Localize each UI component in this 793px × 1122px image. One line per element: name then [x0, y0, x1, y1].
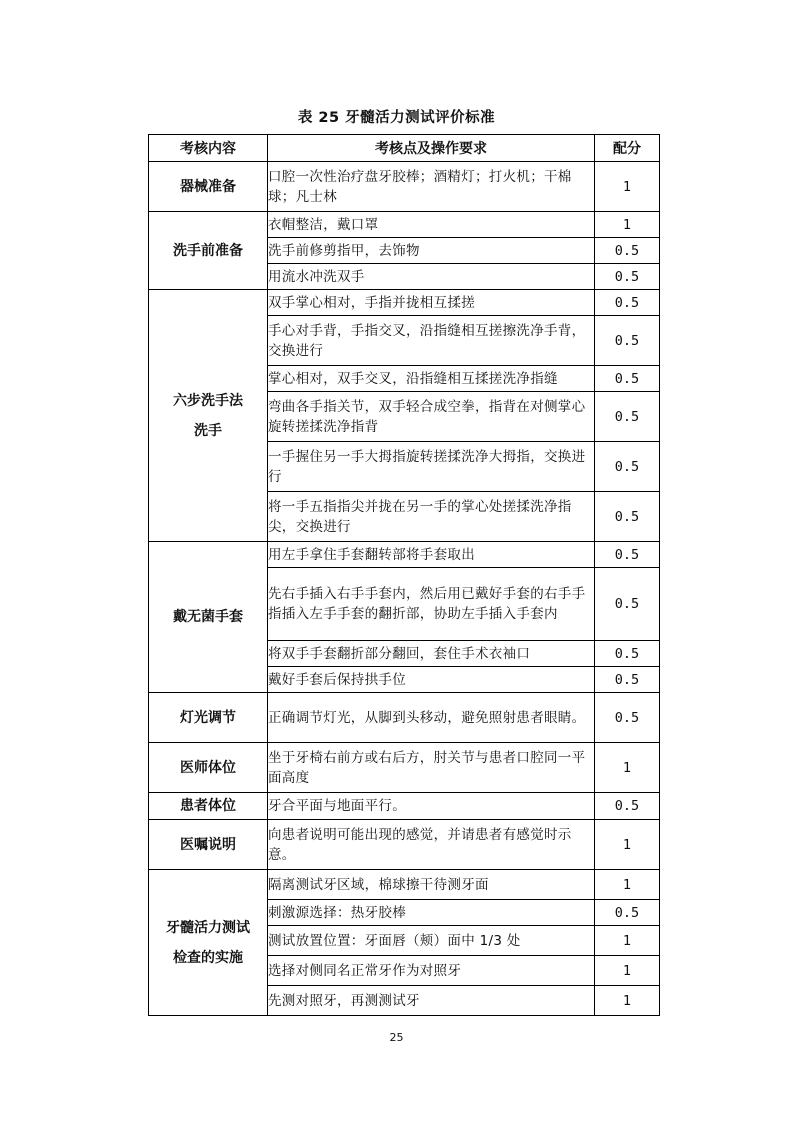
score-cell: 0.5: [595, 793, 660, 820]
requirement-cell: 隔离测试牙区域，棉球擦干待测牙面: [268, 870, 595, 900]
requirement-cell: 弯曲各手指关节，双手轻合成空拳，指背在对侧掌心旋转搓揉洗净指背: [268, 392, 595, 442]
category-label: 医嘱说明: [180, 836, 236, 853]
requirement-cell: 手心对手背，手指交叉，沿指缝相互搓擦洗净手背，交换进行: [268, 316, 595, 366]
score-cell: 0.5: [595, 392, 660, 442]
header-points: 考核点及操作要求: [268, 135, 595, 162]
header-row: [149, 135, 660, 162]
category-cell: [149, 820, 268, 870]
requirement-cell: 戴好手套后保持拱手位: [268, 667, 595, 693]
category-cell: [149, 870, 268, 1016]
score-cell: 0.5: [595, 641, 660, 667]
category-cell: [149, 743, 268, 793]
category-cell: [149, 212, 268, 290]
requirement-cell: 测试放置位置：牙面唇（颊）面中 1/3 处: [268, 926, 595, 956]
score-cell: 1: [595, 926, 660, 956]
table-row: [149, 693, 660, 743]
score-cell: 0.5: [595, 442, 660, 492]
score-cell: 0.5: [595, 238, 660, 264]
category-label: 灯光调节: [180, 709, 236, 726]
table-row: [149, 212, 660, 238]
category-label: 洗手: [194, 422, 222, 439]
requirement-cell: 掌心相对，双手交叉，沿指缝相互揉搓洗净指缝: [268, 366, 595, 392]
table-row: [149, 290, 660, 316]
requirement-cell: 衣帽整洁，戴口罩: [268, 212, 595, 238]
requirement-cell: 一手握住另一手大拇指旋转搓揉洗净大拇指，交换进行: [268, 442, 595, 492]
category-label: 患者体位: [180, 798, 236, 814]
score-cell: 0.5: [595, 900, 660, 926]
evaluation-table: [148, 134, 660, 1016]
score-cell: 0.5: [595, 316, 660, 366]
score-cell: 0.5: [595, 667, 660, 693]
requirement-cell: 选择对侧同名正常牙作为对照牙: [268, 956, 595, 986]
requirement-cell: 坐于牙椅右前方或右后方，肘关节与患者口腔同一平面高度: [268, 743, 595, 793]
requirement-cell: 口腔一次性治疗盘牙胶棒；酒精灯；打火机；干棉球；凡士林: [268, 162, 595, 212]
requirement-cell: 将双手手套翻折部分翻回，套住手术衣袖口: [268, 641, 595, 667]
table-row: [149, 743, 660, 793]
score-cell: 0.5: [595, 693, 660, 743]
score-cell: 1: [595, 956, 660, 986]
table-body: [149, 162, 660, 1016]
category-cell: [149, 693, 268, 743]
requirement-cell: 双手掌心相对，手指并拢相互揉搓: [268, 290, 595, 316]
category-cell: [149, 542, 268, 693]
score-cell: 0.5: [595, 492, 660, 542]
requirement-cell: 刺激源选择：热牙胶棒: [268, 900, 595, 926]
category-label: 牙髓活力测试: [166, 919, 250, 936]
category-label: 器械准备: [180, 178, 236, 195]
category-label: 检查的实施: [173, 949, 243, 966]
requirement-cell: 先测对照牙，再测测试牙: [268, 986, 595, 1016]
requirement-cell: 用左手拿住手套翻转部将手套取出: [268, 542, 595, 568]
score-cell: 0.5: [595, 290, 660, 316]
header-score: 配分: [595, 135, 660, 162]
requirement-cell: 先右手插入右手手套内，然后用已戴好手套的右手手指插入左手手套的翻折部，协助左手插入手套内: [268, 568, 595, 641]
requirement-cell: 正确调节灯光，从脚到头移动，避免照射患者眼睛。: [268, 693, 595, 743]
category-label: 六步洗手法: [173, 392, 243, 409]
table-row: [149, 793, 660, 820]
score-cell: 0.5: [595, 542, 660, 568]
score-cell: 1: [595, 743, 660, 793]
requirement-cell: 将一手五指指尖并拢在另一手的掌心处搓揉洗净指尖，交换进行: [268, 492, 595, 542]
score-cell: 1: [595, 820, 660, 870]
table-row: [149, 870, 660, 900]
requirement-cell: 牙合平面与地面平行。: [268, 793, 595, 820]
requirement-cell: 向患者说明可能出现的感觉，并请患者有感觉时示意。: [268, 820, 595, 870]
score-cell: 1: [595, 162, 660, 212]
page-number: 25: [389, 1031, 404, 1044]
table-row: [149, 162, 660, 212]
score-cell: 0.5: [595, 568, 660, 641]
table-row: [149, 820, 660, 870]
category-label: 医师体位: [180, 759, 236, 776]
score-cell: 1: [595, 212, 660, 238]
category-cell: [149, 290, 268, 542]
category-label: 洗手前准备: [173, 242, 243, 259]
category-cell: [149, 793, 268, 820]
category-cell: [149, 162, 268, 212]
score-cell: 0.5: [595, 264, 660, 290]
table-title: 表 25 牙髓活力测试评价标准: [297, 110, 496, 126]
score-cell: 1: [595, 870, 660, 900]
requirement-cell: 用流水冲洗双手: [268, 264, 595, 290]
header-content: 考核内容: [149, 135, 268, 162]
table-row: [149, 542, 660, 568]
requirement-cell: 洗手前修剪指甲，去饰物: [268, 238, 595, 264]
score-cell: 1: [595, 986, 660, 1016]
category-label: 戴无菌手套: [173, 609, 243, 625]
score-cell: 0.5: [595, 366, 660, 392]
